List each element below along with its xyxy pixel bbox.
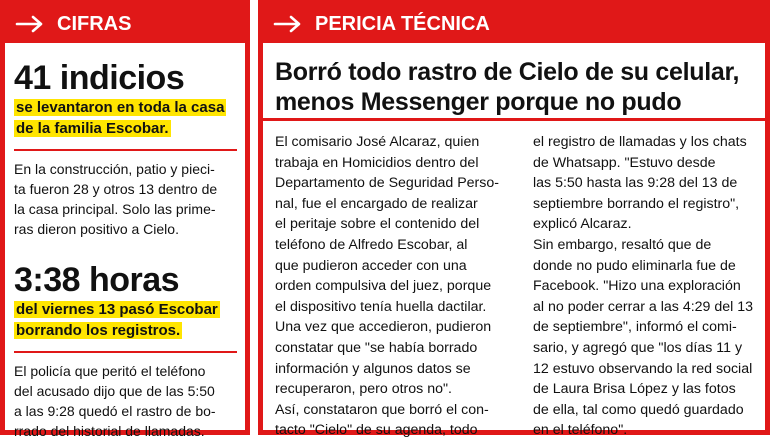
text-line: a las 9:28 quedó el rastro de bo- (14, 403, 216, 419)
stat-2 (14, 263, 237, 441)
arrow-right-icon (273, 15, 303, 33)
cifras-header (5, 5, 245, 43)
text-line: la casa principal. Solo las prime- (14, 201, 216, 217)
text-line: trabaja en Homicidios dentro del (275, 154, 479, 171)
text-line: de Whatsapp. "Estuvo desde (533, 154, 716, 171)
pericia-header (263, 5, 765, 43)
text-line: El policía que peritó el teléfono (14, 363, 206, 379)
stat-2-figure: 3:38 horas (14, 261, 180, 299)
stat-2-highlight: del viernes 13 pasó Escobar borrando los registros. (16, 301, 218, 339)
text-line: ta fueron 28 y otros 13 dentro de (14, 181, 218, 197)
text-line: recuperaron, pero otros no". (275, 381, 452, 398)
text-line: de septiembre", informó el comi- (533, 319, 737, 336)
text-line: donde no pudo eliminarla fue de (533, 257, 736, 274)
cifras-content (5, 43, 245, 441)
text-line: Una vez que accedieron, pudieron (275, 319, 492, 336)
title-line: Borró todo rastro de Cielo de su celular, (275, 58, 740, 86)
text-line: En la construcción, patio y pieci- (14, 161, 215, 177)
article-title (263, 43, 765, 117)
title-line: menos Messenger porque no pudo (275, 88, 682, 116)
cifras-panel (0, 0, 250, 439)
text-line: 12 estuvo observando la red social (533, 360, 753, 377)
text-line: Departamento de Seguridad Perso- (275, 175, 499, 192)
text-line: nal, fue el encargado de realizar (275, 195, 478, 212)
text-line: del acusado dijo que de las 5:50 (14, 383, 215, 399)
pericia-header-label: PERICIA TÉCNICA (315, 12, 490, 35)
text-line: tacto "Cielo" de su agenda, todo (275, 422, 478, 439)
text-line: el peritaje sobre el contenido del (275, 216, 480, 233)
text-line: explicó Alcaraz. (533, 216, 632, 233)
text-line: ras dieron positivo a Cielo. (14, 221, 179, 237)
text-line: orden compulsiva del juez, porque (275, 278, 492, 295)
text-line: en el teléfono". (533, 422, 628, 439)
text-line: las 5:50 hasta las 9:28 del 13 de (533, 175, 738, 192)
arrow-right-icon (15, 15, 45, 33)
text-line: de Laura Brisa López y las fotos (533, 381, 736, 398)
text-line: El comisario José Alcaraz, quien (275, 134, 480, 150)
text-line: Así, constataron que borró el con- (275, 401, 489, 418)
cifras-header-label: CIFRAS (57, 12, 132, 35)
text-line: Facebook. "Hizo una exploración (533, 278, 741, 295)
stat-1-highlight: se levantaron en toda la casa de la familia Escobar. (16, 99, 225, 137)
text-line: Sin embargo, resaltó que de (533, 236, 712, 253)
text-line: rrado del historial de llamadas. (14, 423, 205, 439)
title-divider (263, 118, 765, 121)
stat-1-divider (14, 149, 237, 151)
pericia-panel (258, 0, 770, 439)
text-line: al no poder cerrar a las 4:29 del 13 (533, 298, 754, 315)
text-line: información y algunos datos se (275, 360, 471, 377)
stat-1-figure: 41 indicios (14, 59, 185, 97)
stat-2-text (14, 361, 237, 441)
article-column-1 (275, 132, 521, 441)
stat-2-divider (14, 351, 237, 353)
text-line: el registro de llamadas y los chats (533, 134, 747, 150)
stat-1-text (14, 159, 237, 239)
text-line: sario, y agregó que "los días 11 y (533, 339, 743, 356)
text-line: el dispositivo tenía huella dactilar. (275, 298, 487, 315)
text-line: de ella, tal como quedó guardado (533, 401, 744, 418)
article-column-2 (533, 132, 765, 441)
text-line: constatar que "se había borrado (275, 339, 478, 356)
stat-1 (14, 61, 237, 239)
text-line: septiembre borrando el registro", (533, 195, 740, 212)
text-line: teléfono de Alfredo Escobar, al (275, 236, 468, 253)
text-line: que pudieron acceder con una (275, 257, 467, 274)
